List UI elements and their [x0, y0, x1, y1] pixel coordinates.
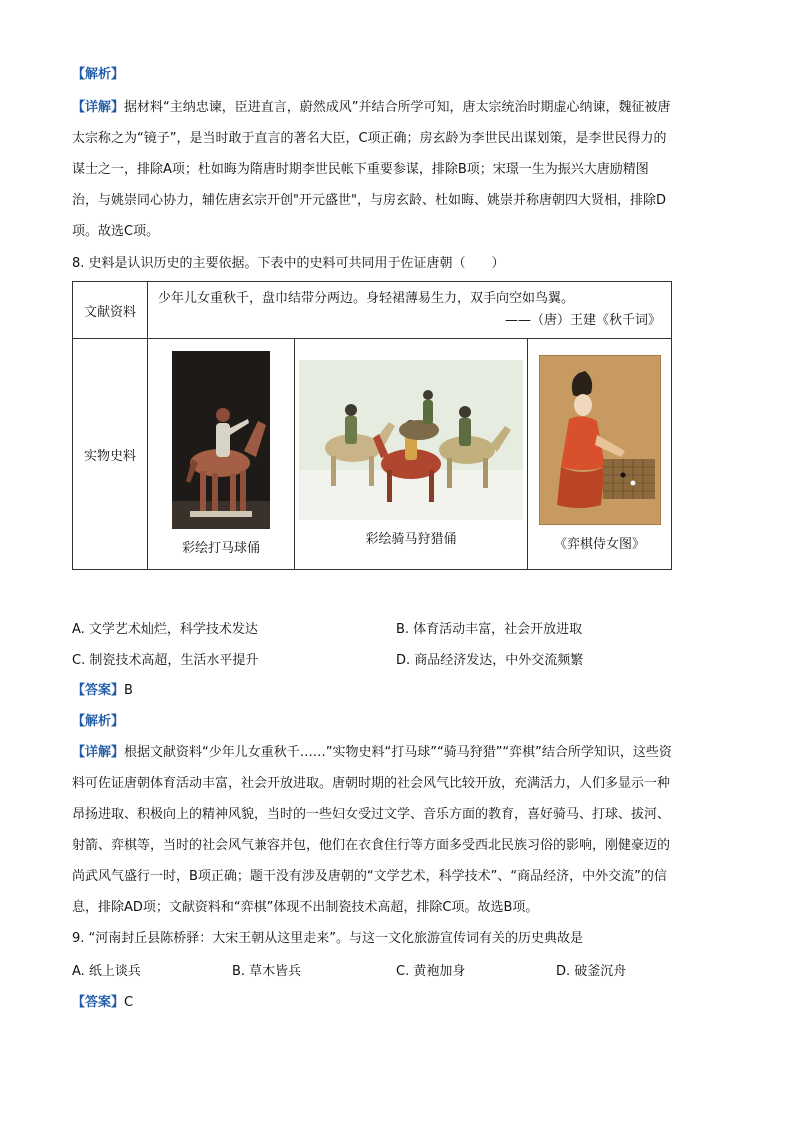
answer-value: B: [124, 683, 133, 698]
polo-figurine-image: [172, 351, 270, 529]
answer-value: C: [124, 995, 134, 1010]
artifact-cell-polo: [148, 339, 295, 570]
detail-line: 【详解】根据文献资料“少年儿女重秋千……”实物史料“打马球”“骑马狩猎”“弈棋”结合所学知识，这些资: [72, 745, 672, 760]
option-c[interactable]: C. 制瓷技术高超，生活水平提升: [72, 653, 259, 668]
artifact-caption: 《弈棋侍女图》: [553, 537, 645, 552]
analysis-heading-q7: 【解析】: [72, 67, 125, 82]
detail-line: 项。故选C项。: [72, 224, 160, 239]
option-d[interactable]: D. 商品经济发达，中外交流频繁: [396, 653, 584, 668]
detail-line: 息，排除AD项；文献资料和“弈棋”体现不出制瓷技术高超，排除C项。故选B项。: [72, 900, 539, 915]
question-stem-q8: 8. 史料是认识历史的主要依据。下表中的史料可共同用于佐证唐朝（ ）: [72, 256, 505, 271]
question-stem-q9: 9. “河南封丘县陈桥驿：大宋王朝从这里走来”。与这一文化旅游宣传词有关的历史典故是: [72, 931, 584, 946]
hunting-figurines-image: [299, 360, 523, 520]
option-b[interactable]: B. 草木皆兵: [232, 964, 302, 979]
option-a[interactable]: A. 文学艺术灿烂，科学技术发达: [72, 622, 258, 637]
artifact-cell-hunting: [295, 339, 528, 570]
option-c[interactable]: C. 黄袍加身: [396, 964, 466, 979]
detail-line: 昂扬进取、积极向上的精神风貌，当时的一些妇女受过文学、音乐方面的教育，喜好骑马、打球、拔河、: [72, 807, 671, 822]
detail-line: 尚武风气盛行一时，B项正确；题干没有涉及唐朝的“文学艺术，科学技术”、“商品经济，中外交流”的信: [72, 869, 667, 884]
option-b[interactable]: B. 体育活动丰富，社会开放进取: [396, 622, 583, 637]
poem-text: 少年儿女重秋千，盘巾结带分两边。身轻裙薄易生力，双手向空如鸟翼。: [158, 291, 575, 306]
artifact-caption: 彩绘打马球俑: [181, 541, 260, 556]
artifact-cell-weiqi: [528, 339, 672, 570]
artifact-caption: 彩绘骑马狩猎俑: [365, 532, 457, 547]
weiqi-painting-image: [539, 355, 661, 525]
detail-line: 谋士之一，排除A项；杜如晦为隋唐时期李世民帐下重要参谋，排除B项；宋璟一生为振兴大唐励精图: [72, 162, 649, 177]
detail-line: 治，与姚崇同心协力，辅佐唐玄宗开创"开元盛世"，与房玄龄、杜如晦、姚崇并称唐朝四大贤相，排除D: [72, 193, 666, 208]
poem-cell: [148, 282, 672, 339]
doc-label: 文献资料: [73, 282, 148, 339]
analysis-heading-q8: 【解析】: [72, 714, 125, 729]
option-d[interactable]: D. 破釜沉舟: [556, 964, 627, 979]
detail-line: 【详解】据材料“主纳忠谏，臣进直言，蔚然成风”并结合所学可知，唐太宗统治时期虚心纳谏，魏征被唐: [72, 100, 671, 115]
answer-line-q8: 【答案】B: [72, 683, 133, 698]
detail-line: 太宗称之为“镜子”，是当时敢于直言的著名大臣，C项正确；房玄龄为李世民出谋划策，是李世民得力的: [72, 131, 667, 146]
poem-source: ——（唐）王建《秋千词》: [504, 313, 661, 328]
detail-line: 射箭、弈棋等，当时的社会风气兼容并包，他们在衣食住行等方面多受西北民族习俗的影响，刚健豪迈的: [72, 838, 671, 853]
answer-line-q9: 【答案】C: [72, 995, 134, 1010]
artifact-label: 实物史料: [73, 339, 148, 570]
detail-line: 料可佐证唐朝体育活动丰富，社会开放进取。唐朝时期的社会风气比较开放，充满活力，人们多显示一种: [72, 776, 671, 791]
option-a[interactable]: A. 纸上谈兵: [72, 964, 141, 979]
source-table: [72, 281, 672, 570]
